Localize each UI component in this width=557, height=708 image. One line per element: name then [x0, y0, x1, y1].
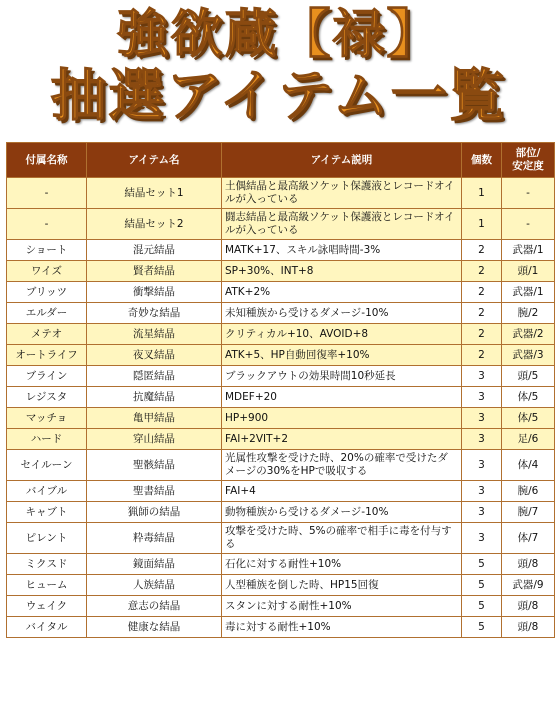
- cell-suffix: バイブル: [7, 481, 87, 502]
- cell-part-stability: 武器/1: [502, 282, 555, 303]
- page-title: 強欲蔵【禄】: [116, 5, 441, 65]
- cell-item-name: 意志の結晶: [87, 596, 222, 617]
- cell-part-stability: 腕/2: [502, 303, 555, 324]
- cell-part-stability: 武器/2: [502, 324, 555, 345]
- cell-part-stability: -: [502, 209, 555, 240]
- cell-item-name: 結晶セット2: [87, 209, 222, 240]
- cell-suffix: ブリッツ: [7, 282, 87, 303]
- table-row: [7, 387, 555, 408]
- cell-count: 3: [462, 481, 502, 502]
- cell-description: MATK+17、スキル詠唱時間-3%: [222, 240, 462, 261]
- header-count: 個数: [462, 143, 502, 178]
- cell-description: 攻撃を受けた時、5%の確率で相手に毒を付与する: [222, 523, 462, 554]
- cell-description: スタンに対する耐性+10%: [222, 596, 462, 617]
- cell-count: 5: [462, 617, 502, 638]
- cell-description: ブラックアウトの効果時間10秒延長: [222, 366, 462, 387]
- header-part-line1: 部位/: [515, 147, 541, 159]
- cell-description: 人型種族を倒した時、HP15回復: [222, 575, 462, 596]
- cell-count: 2: [462, 240, 502, 261]
- cell-description: 光属性攻撃を受けた時、20%の確率で受けたダメージの30%をHPで吸収する: [222, 450, 462, 481]
- table-row: [7, 261, 555, 282]
- cell-count: 1: [462, 209, 502, 240]
- table-row: [7, 408, 555, 429]
- cell-suffix: ハード: [7, 429, 87, 450]
- cell-part-stability: 腕/6: [502, 481, 555, 502]
- cell-count: 1: [462, 178, 502, 209]
- cell-suffix: エルダー: [7, 303, 87, 324]
- cell-description: 未知種族から受けるダメージ-10%: [222, 303, 462, 324]
- table-row: [7, 240, 555, 261]
- cell-count: 3: [462, 408, 502, 429]
- table-row: [7, 596, 555, 617]
- cell-suffix: ヒューム: [7, 575, 87, 596]
- cell-part-stability: -: [502, 178, 555, 209]
- cell-part-stability: 武器/1: [502, 240, 555, 261]
- cell-description: 闘志結晶と最高級ソケット保護液とレコードオイルが入っている: [222, 209, 462, 240]
- cell-part-stability: 足/6: [502, 429, 555, 450]
- header-part: [502, 143, 555, 178]
- table-row: [7, 617, 555, 638]
- table-row: [7, 209, 555, 240]
- cell-count: 3: [462, 387, 502, 408]
- cell-item-name: 亀甲結晶: [87, 408, 222, 429]
- cell-suffix: ショート: [7, 240, 87, 261]
- cell-suffix: ミクスド: [7, 554, 87, 575]
- cell-item-name: 鏡面結晶: [87, 554, 222, 575]
- cell-part-stability: 体/7: [502, 523, 555, 554]
- cell-part-stability: 頭/5: [502, 366, 555, 387]
- cell-count: 3: [462, 450, 502, 481]
- cell-item-name: 抗魔結晶: [87, 387, 222, 408]
- table-row: [7, 450, 555, 481]
- cell-count: 3: [462, 366, 502, 387]
- cell-item-name: 混元結晶: [87, 240, 222, 261]
- cell-part-stability: 頭/8: [502, 596, 555, 617]
- cell-suffix: ワイズ: [7, 261, 87, 282]
- table-row: [7, 366, 555, 387]
- cell-count: 2: [462, 324, 502, 345]
- cell-count: 2: [462, 345, 502, 366]
- cell-suffix: セイルーン: [7, 450, 87, 481]
- cell-description: 石化に対する耐性+10%: [222, 554, 462, 575]
- item-table: [6, 142, 555, 638]
- cell-description: 土偶結晶と最高級ソケット保護液とレコードオイルが入っている: [222, 178, 462, 209]
- cell-item-name: 聖骸結晶: [87, 450, 222, 481]
- table-row: [7, 324, 555, 345]
- cell-description: MDEF+20: [222, 387, 462, 408]
- cell-count: 3: [462, 523, 502, 554]
- cell-part-stability: 頭/1: [502, 261, 555, 282]
- cell-count: 5: [462, 575, 502, 596]
- header-suffix: 付属名称: [7, 143, 87, 178]
- table-row: [7, 481, 555, 502]
- table-row: [7, 575, 555, 596]
- cell-part-stability: 武器/3: [502, 345, 555, 366]
- cell-item-name: 流星結晶: [87, 324, 222, 345]
- cell-suffix: ウェイク: [7, 596, 87, 617]
- cell-item-name: 賢者結晶: [87, 261, 222, 282]
- cell-description: 動物種族から受けるダメージ-10%: [222, 502, 462, 523]
- cell-part-stability: 体/5: [502, 408, 555, 429]
- table-row: [7, 502, 555, 523]
- table-row: [7, 523, 555, 554]
- cell-count: 2: [462, 303, 502, 324]
- cell-item-name: 健康な結晶: [87, 617, 222, 638]
- table-row: [7, 282, 555, 303]
- cell-item-name: 穿山結晶: [87, 429, 222, 450]
- header-desc: アイテム説明: [222, 143, 462, 178]
- table-row: [7, 303, 555, 324]
- cell-suffix: ピレント: [7, 523, 87, 554]
- cell-count: 3: [462, 502, 502, 523]
- cell-description: クリティカル+10、AVOID+8: [222, 324, 462, 345]
- cell-item-name: 奇妙な結晶: [87, 303, 222, 324]
- cell-part-stability: 頭/8: [502, 617, 555, 638]
- cell-part-stability: 腕/7: [502, 502, 555, 523]
- cell-suffix: オートライフ: [7, 345, 87, 366]
- cell-description: ATK+2%: [222, 282, 462, 303]
- cell-description: HP+900: [222, 408, 462, 429]
- cell-count: 2: [462, 282, 502, 303]
- cell-item-name: 粋毒結晶: [87, 523, 222, 554]
- cell-item-name: 猟師の結晶: [87, 502, 222, 523]
- cell-item-name: 衝撃結晶: [87, 282, 222, 303]
- page-subtitle: 抽選アイテム一覧: [50, 64, 507, 129]
- table-row: [7, 554, 555, 575]
- cell-suffix: -: [7, 209, 87, 240]
- cell-item-name: 夜叉結晶: [87, 345, 222, 366]
- cell-description: 毒に対する耐性+10%: [222, 617, 462, 638]
- cell-item-name: 隠匿結晶: [87, 366, 222, 387]
- cell-part-stability: 頭/8: [502, 554, 555, 575]
- cell-suffix: バイタル: [7, 617, 87, 638]
- cell-suffix: ブライン: [7, 366, 87, 387]
- cell-count: 5: [462, 554, 502, 575]
- cell-count: 5: [462, 596, 502, 617]
- cell-item-name: 聖書結晶: [87, 481, 222, 502]
- cell-item-name: 人族結晶: [87, 575, 222, 596]
- cell-description: FAI+2VIT+2: [222, 429, 462, 450]
- cell-suffix: メテオ: [7, 324, 87, 345]
- cell-count: 3: [462, 429, 502, 450]
- table-header-row: [7, 143, 555, 178]
- cell-description: FAI+4: [222, 481, 462, 502]
- cell-part-stability: 体/5: [502, 387, 555, 408]
- cell-suffix: -: [7, 178, 87, 209]
- cell-item-name: 結晶セット1: [87, 178, 222, 209]
- cell-suffix: レジスタ: [7, 387, 87, 408]
- header-part-line2: 安定度: [512, 160, 544, 172]
- cell-count: 2: [462, 261, 502, 282]
- table-row: [7, 345, 555, 366]
- cell-part-stability: 武器/9: [502, 575, 555, 596]
- cell-description: ATK+5、HP自動回復率+10%: [222, 345, 462, 366]
- cell-suffix: マッチョ: [7, 408, 87, 429]
- cell-description: SP+30%、INT+8: [222, 261, 462, 282]
- cell-suffix: キャブト: [7, 502, 87, 523]
- table-row: [7, 178, 555, 209]
- table-row: [7, 429, 555, 450]
- header-item: アイテム名: [87, 143, 222, 178]
- cell-part-stability: 体/4: [502, 450, 555, 481]
